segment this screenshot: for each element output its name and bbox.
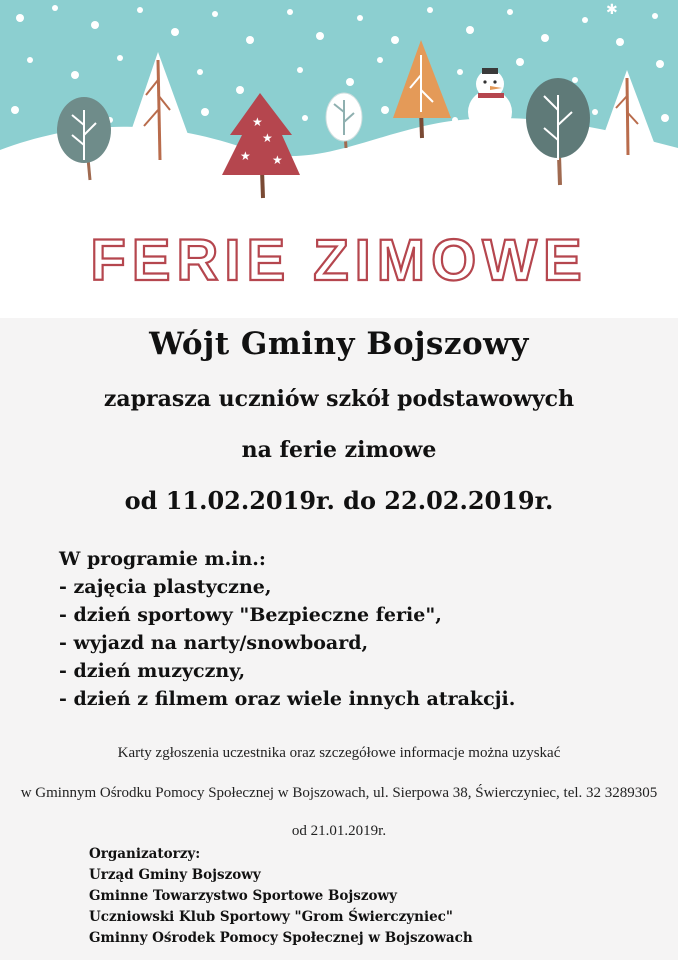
program-list <box>59 545 515 713</box>
organizer-item: Gminny Ośrodek Pomocy Społecznej w Bojszowach <box>89 930 473 946</box>
svg-text:★: ★ <box>252 115 263 129</box>
headline-text: FERIE ZIMOWE <box>90 228 588 293</box>
poster-subtitle-2: na ferie zimowe <box>241 437 437 463</box>
svg-text:★: ★ <box>240 149 251 163</box>
info-line-3: od 21.01.2019r. <box>291 823 387 839</box>
organizer-item: Uczniowski Klub Sportowy "Grom Świerczyniec" <box>89 909 453 925</box>
program-item: - dzień z filmem oraz wiele innych atrakcji. <box>59 688 516 710</box>
headline-banner <box>0 218 678 298</box>
organizer-item: Gminne Towarzystwo Sportowe Bojszowy <box>89 888 398 904</box>
info-line-1: Karty zgłoszenia uczestnika oraz szczegółowe informacje można uzyskać <box>117 745 561 761</box>
svg-text:★: ★ <box>262 131 273 145</box>
organizer-item: Urząd Gminy Bojszowy <box>89 867 261 883</box>
snowflake-icon: ✱ <box>606 2 618 18</box>
program-heading: W programie m.in.: <box>59 548 266 570</box>
svg-text:★: ★ <box>272 153 283 167</box>
program-item: - dzień sportowy "Bezpieczne ferie", <box>59 604 442 626</box>
program-item: - dzień muzyczny, <box>59 660 246 682</box>
poster-title: Wójt Gminy Bojszowy <box>149 326 529 362</box>
program-item: - wyjazd na narty/snowboard, <box>59 632 369 654</box>
info-line-2: w Gminnym Ośrodku Pomocy Społecznej w Bojszowach, ul. Sierpowa 38, Świerczyniec, tel. 32 3289305 <box>20 785 658 801</box>
program-item: - zajęcia plastyczne, <box>59 576 272 598</box>
organizers-list <box>89 844 473 949</box>
poster-subtitle: zaprasza uczniów szkół podstawowych <box>103 386 575 412</box>
organizers-heading: Organizatorzy: <box>89 846 201 862</box>
poster-dates: od 11.02.2019r. do 22.02.2019r. <box>124 486 554 515</box>
